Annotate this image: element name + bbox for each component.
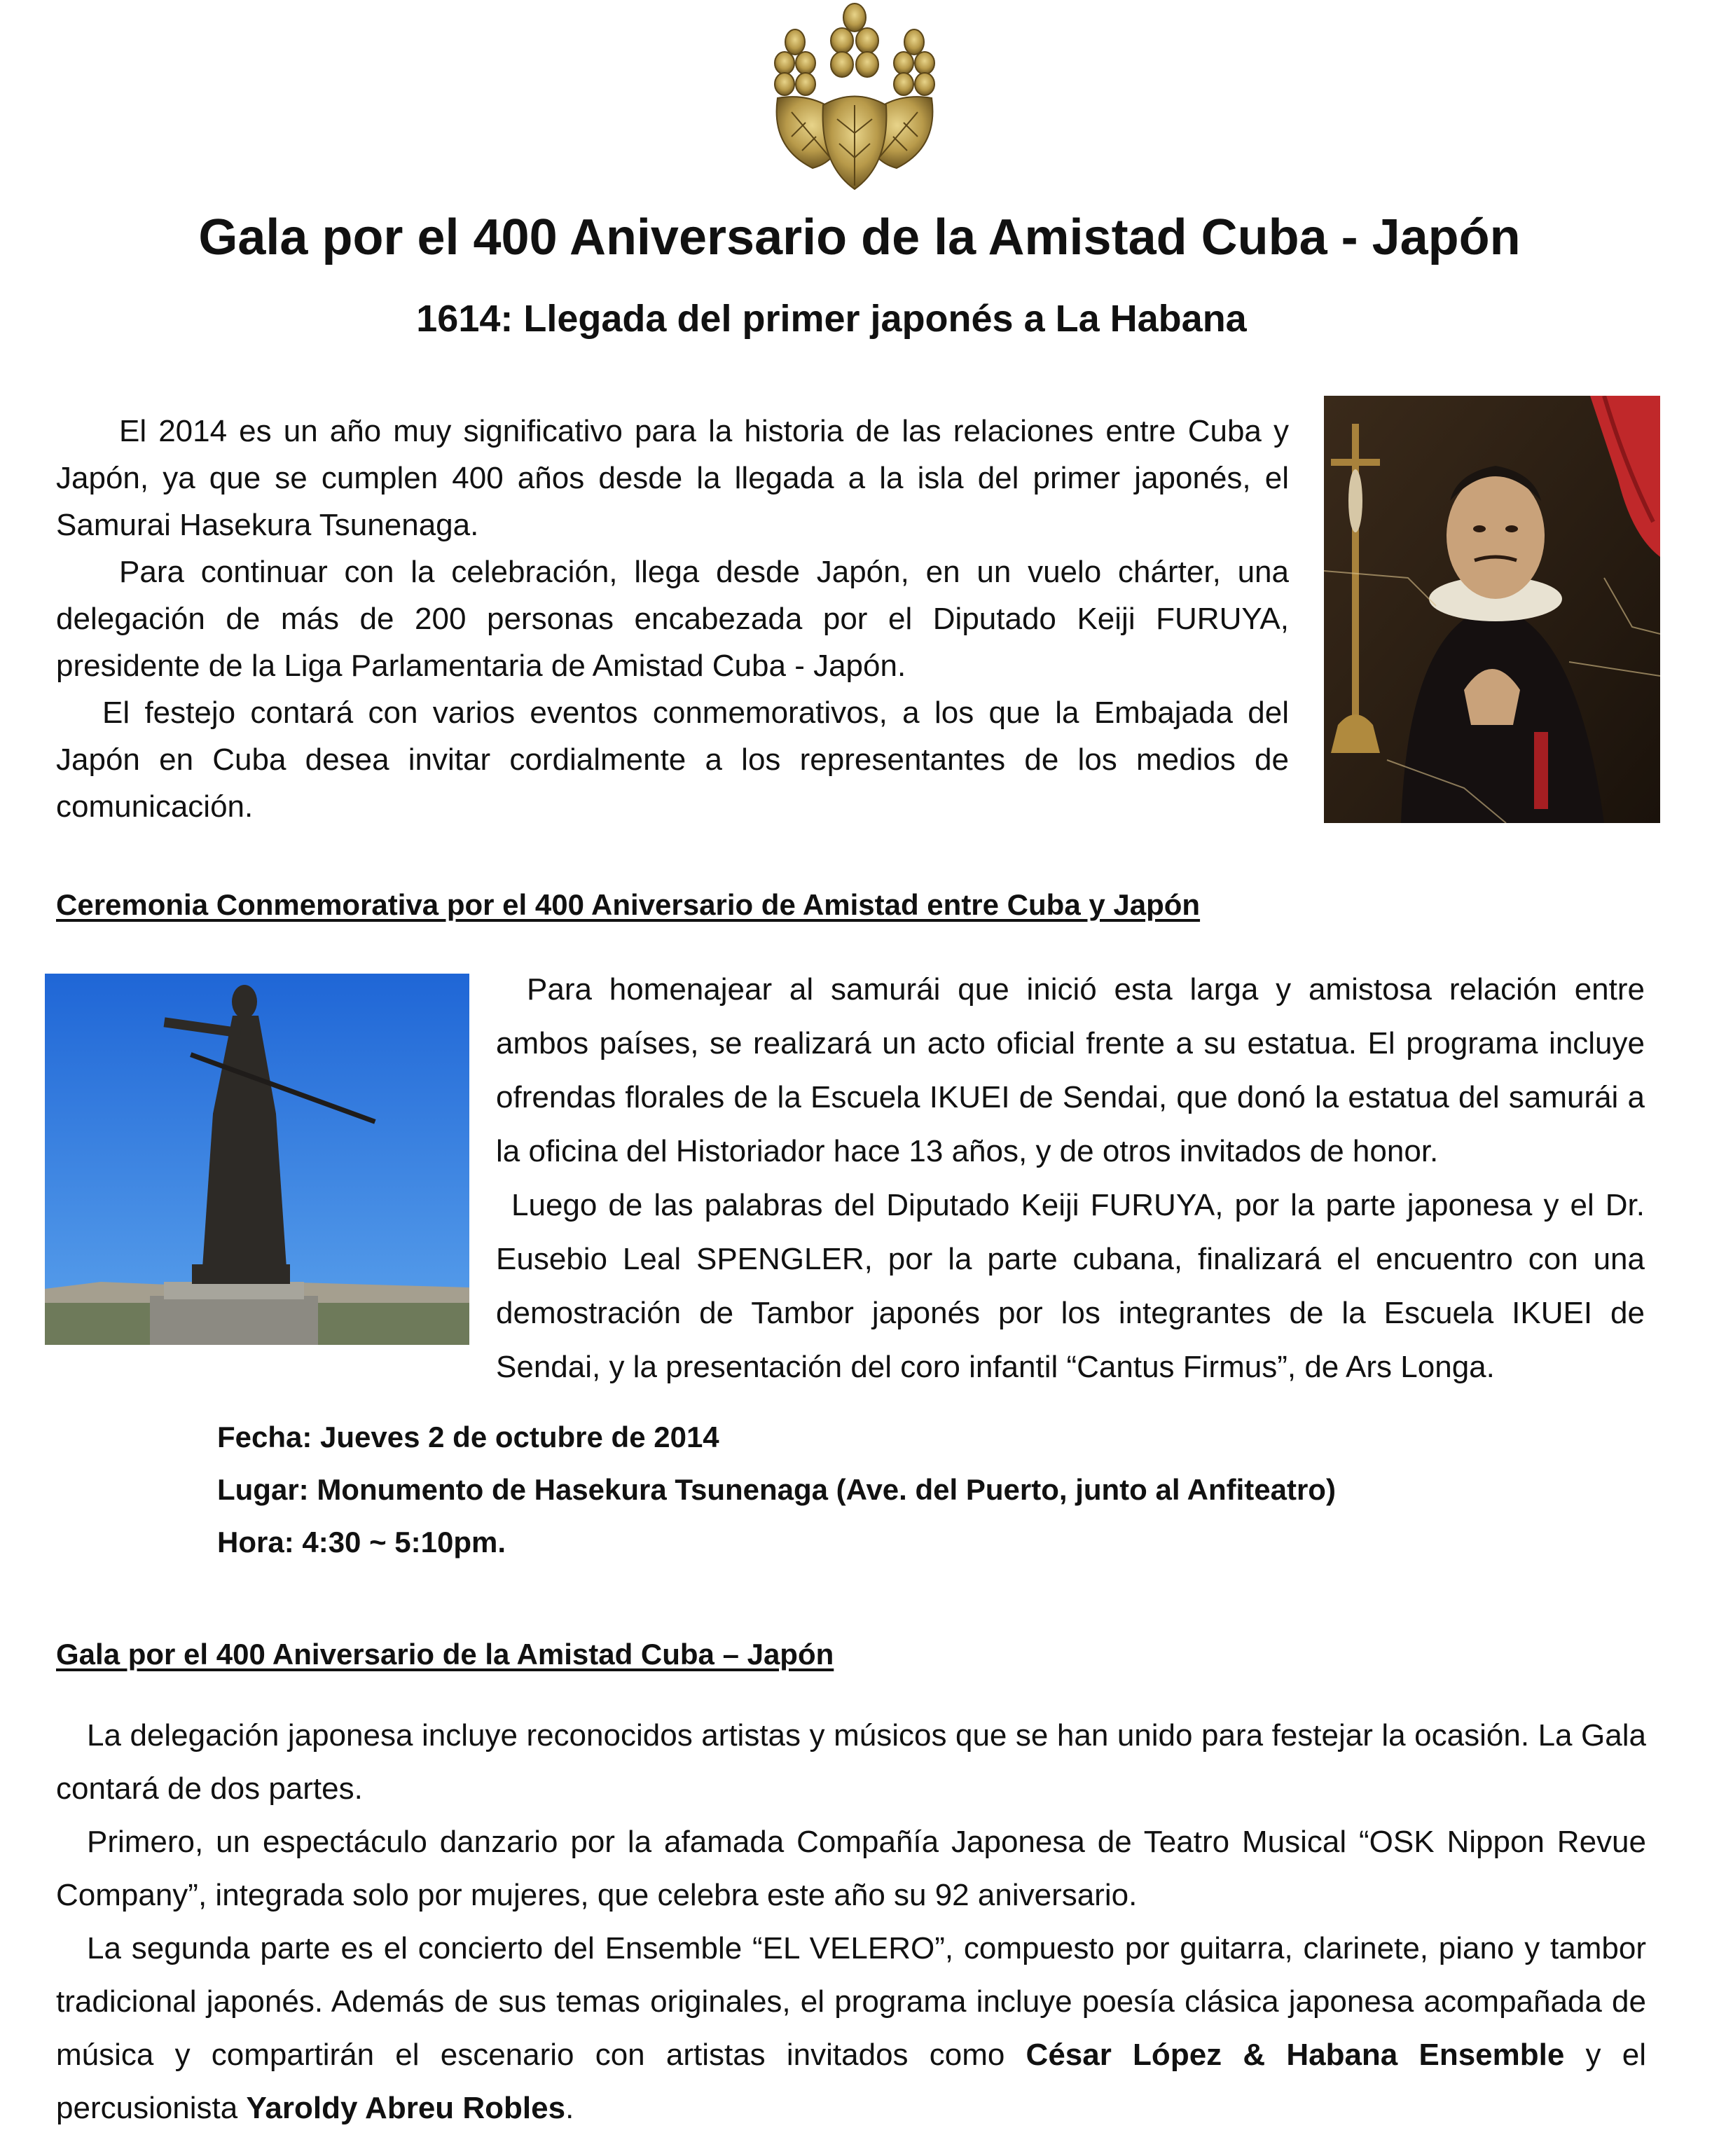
guest-artist-name: César López & Habana Ensemble <box>1026 2038 1565 2072</box>
crest-icon <box>764 0 946 193</box>
intro-paragraph-3: El festejo contará con varios eventos conmemorativos, a los que la Embajada del Japón en Cuba desea invitar cordialmente a los representantes de los medios de comunicación. <box>56 696 1289 824</box>
hasekura-portrait-image <box>1324 396 1660 823</box>
gala-heading: Gala por el 400 Aniversario de la Amistad Cuba – Japón <box>56 1638 834 1671</box>
intro-paragraph-1: El 2014 es un año muy significativo para la historia de las relaciones entre Cuba y Japón, ya que se cumplen 400 años desde la llegada a la isla del primer japonés, el Samurai Hasekura Tsunenaga. <box>56 414 1289 542</box>
event-time: Hora: 4:30 ~ 5:10pm. <box>217 1526 506 1559</box>
event-details <box>217 1411 1336 1568</box>
gala-paragraph-1: La delegación japonesa incluye reconocidos artistas y músicos que se han unido para festejar la ocasión. La Gala contará de dos partes. <box>56 1718 1646 1806</box>
event-date: Fecha: Jueves 2 de octubre de 2014 <box>217 1421 719 1453</box>
event-location: Lugar: Monumento de Hasekura Tsunenaga (Ave. del Puerto, junto al Anfiteatro) <box>217 1473 1336 1506</box>
gala-paragraph-3 <box>56 1922 1646 2135</box>
page-title: Gala por el 400 Aniversario de la Amistad Cuba - Japón <box>198 209 1521 265</box>
gala-paragraph-3-text: La segunda parte es el concierto del Ensemble “EL VELERO”, compuesto por guitarra, clarinete, piano y tambor tradicional japonés. Además de sus temas originales, el programa incluye poesía clásica japonesa acompañada de música y compartirán el escenario con artistas invitados como <box>56 1931 1646 2072</box>
ceremony-heading: Ceremonia Conmemorativa por el 400 Aniversario de Amistad entre Cuba y Japón <box>56 888 1201 921</box>
ceremony-paragraph-1: Para homenajear al samurái que inició esta larga y amistosa relación entre ambos países, se realizará un acto oficial frente a su estatua. El programa incluye ofrendas florales de la Escuela IKUEI de Sendai, que donó la estatua del samurái a la oficina del Historiador hace 13 años, y de otros invitados de honor. <box>496 972 1645 1168</box>
page-subtitle: 1614: Llegada del primer japonés a La Habana <box>416 298 1247 340</box>
gala-section <box>56 1709 1646 2135</box>
intro-paragraph-2: Para continuar con la celebración, llega desde Japón, en un vuelo chárter, una delegación de más de 200 personas encabezada por el Diputado Keiji FURUYA, presidente de la Liga Parlamentaria de Amistad Cuba - Japón. <box>56 555 1289 683</box>
gala-paragraph-2: Primero, un espectáculo danzario por la afamada Compañía Japonesa de Teatro Musical “OSK Nippon Revue Company”, integrada solo por mujeres, que celebra este año su 92 aniversario. <box>56 1825 1646 1912</box>
percussionist-name: Yaroldy Abreu Robles <box>246 2091 566 2125</box>
intro-section <box>56 408 1289 830</box>
gala-paragraph-3-end: . <box>565 2091 574 2125</box>
paulownia-crest-emblem <box>764 0 946 193</box>
ceremony-paragraph-2: Luego de las palabras del Diputado Keiji FURUYA, por la parte japonesa y el Dr. Eusebio Leal SPENGLER, por la parte cubana, finalizará el encuentro con una demostración de Tambor japonés por los integrantes de la Escuela IKUEI de Sendai, y la presentación del coro infantil “Cantus Firmus”, de Ars Longa. <box>496 1188 1645 1384</box>
gala-paragraph-3-text-2: y el percusionista <box>56 2038 1647 2125</box>
ceremony-section <box>496 962 1645 1394</box>
samurai-statue-image <box>45 974 469 1345</box>
